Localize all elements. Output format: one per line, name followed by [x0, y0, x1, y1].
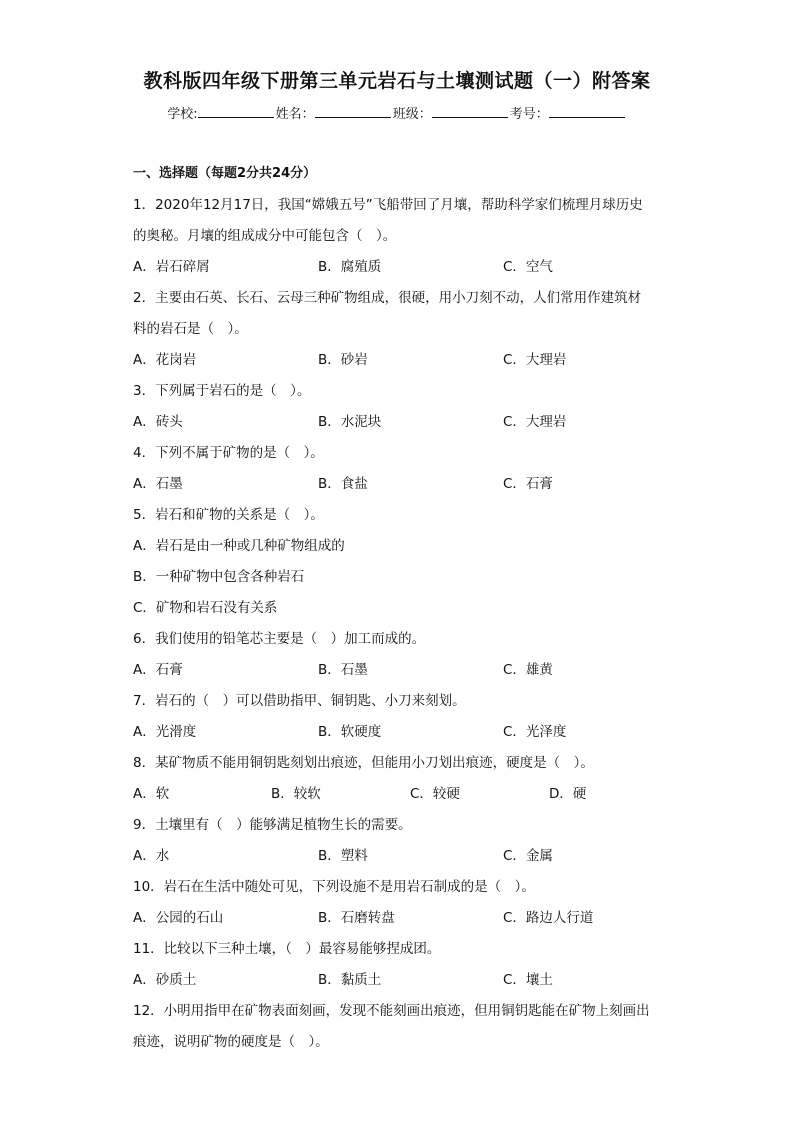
options-row [133, 655, 673, 686]
answer-option[interactable]: B．食盐 [318, 476, 368, 492]
question-item [133, 500, 673, 624]
options-row [133, 965, 673, 996]
question-item [133, 810, 673, 872]
answer-option[interactable]: B．砂岩 [318, 352, 368, 368]
answer-option[interactable]: B．水泥块 [318, 414, 382, 430]
answer-option[interactable]: B．黏质土 [318, 972, 382, 988]
options-row [133, 407, 673, 438]
options-row [133, 469, 673, 500]
question-text: 4．下列不属于矿物的是（ ）。 [133, 445, 324, 461]
answer-option[interactable]: A．砂质土 [133, 972, 197, 988]
number-label: 考号： [509, 107, 549, 122]
options-row [133, 717, 673, 748]
answer-option[interactable]: B．腐殖质 [318, 259, 382, 275]
question-text: 7．岩石的（ ）可以借助指甲、铜钥匙、小刀来刻划。 [133, 693, 466, 709]
question-text: 2．主要由石英、长石、云母三种矿物组成，很硬，用小刀刻不动，人们常用作建筑材 [133, 290, 642, 306]
question-text: 12．小明用指甲在矿物表面刻画，发现不能刻画出痕迹，但用铜钥匙能在矿物上刻画出 [133, 1003, 650, 1019]
answer-option[interactable]: C．较硬 [410, 786, 460, 802]
school-label: 学校: [167, 107, 198, 122]
answer-option[interactable]: C．金属 [503, 848, 553, 864]
question-text: 11．比较以下三种土壤，（ ）最容易能够捏成团。 [133, 941, 441, 957]
question-text: 10．岩石在生活中随处可见，下列设施不是用岩石制成的是（ ）。 [133, 879, 535, 895]
question-item [133, 934, 673, 996]
answer-option[interactable]: B．塑料 [318, 848, 368, 864]
question-item [133, 190, 673, 283]
question-item [133, 624, 673, 686]
answer-option[interactable]: C．雄黄 [503, 662, 553, 678]
options-row [133, 903, 673, 934]
answer-option[interactable]: C．石膏 [503, 476, 553, 492]
answer-option[interactable]: A．软 [133, 786, 170, 802]
options-row [133, 252, 673, 283]
answer-option[interactable]: A．石膏 [133, 662, 183, 678]
answer-option[interactable]: A．岩石碎屑 [133, 259, 210, 275]
answer-option[interactable]: B．一种矿物中包含各种岩石 [133, 569, 305, 585]
question-text: 的奥秘。月壤的组成成分中可能包含（ ）。 [133, 228, 397, 244]
question-item [133, 996, 673, 1058]
question-text: 痕迹，说明矿物的硬度是（ ）。 [133, 1034, 329, 1050]
answer-option[interactable]: A．光滑度 [133, 724, 197, 740]
name-blank[interactable] [315, 105, 391, 118]
answer-option[interactable]: A．水 [133, 848, 170, 864]
answer-option[interactable]: A．岩石是由一种或几种矿物组成的 [133, 538, 345, 554]
question-content [133, 166, 673, 1058]
question-text: 8．某矿物质不能用铜钥匙刻划出痕迹，但能用小刀划出痕迹，硬度是（ ）。 [133, 755, 594, 771]
question-item [133, 438, 673, 500]
answer-option[interactable]: C．壤土 [503, 972, 553, 988]
answer-option[interactable]: B．石磨转盘 [318, 910, 395, 926]
answer-option[interactable]: A．石墨 [133, 476, 183, 492]
answer-option[interactable]: A．花岗岩 [133, 352, 197, 368]
options-row [133, 779, 673, 810]
class-blank[interactable] [432, 105, 508, 118]
answer-option[interactable]: C．空气 [503, 259, 553, 275]
question-item [133, 283, 673, 376]
question-item [133, 872, 673, 934]
options-row [133, 345, 673, 376]
question-list [133, 190, 673, 1058]
section-title: 一、选择题（每题2分共24分） [133, 166, 317, 181]
question-text: 9．土壤里有（ ）能够满足植物生长的需要。 [133, 817, 412, 833]
class-label: 班级： [392, 107, 432, 122]
question-item [133, 376, 673, 438]
answer-option[interactable]: C．光泽度 [503, 724, 567, 740]
answer-option[interactable]: D．硬 [549, 786, 587, 802]
question-text: 1．2020年12月17日，我国“嫦娥五号”飞船带回了月壤，帮助科学家们梳理月球历史 [133, 197, 643, 213]
question-text: 料的岩石是（ ）。 [133, 321, 248, 337]
answer-option[interactable]: B．软硬度 [318, 724, 382, 740]
options-row [133, 841, 673, 872]
name-label: 姓名： [275, 107, 315, 122]
answer-option[interactable]: B．石墨 [318, 662, 368, 678]
question-item [133, 686, 673, 748]
question-text: 5．岩石和矿物的关系是（ ）。 [133, 507, 324, 523]
answer-option[interactable]: C．大理岩 [503, 352, 567, 368]
answer-option[interactable]: C．大理岩 [503, 414, 567, 430]
answer-option[interactable]: B．较软 [271, 786, 321, 802]
school-blank[interactable] [198, 105, 274, 118]
student-info-line [0, 103, 794, 122]
answer-option[interactable]: A．砖头 [133, 414, 183, 430]
answer-option[interactable]: C．矿物和岩石没有关系 [133, 600, 278, 616]
answer-option[interactable]: C．路边人行道 [503, 910, 594, 926]
question-text: 6．我们使用的铅笔芯主要是（ ）加工而成的。 [133, 631, 426, 647]
number-blank[interactable] [549, 105, 625, 118]
question-text: 3．下列属于岩石的是（ ）。 [133, 383, 311, 399]
answer-option[interactable]: A．公园的石山 [133, 910, 224, 926]
question-item [133, 748, 673, 810]
page-title: 教科版四年级下册第三单元岩石与土壤测试题（一）附答案 [143, 70, 651, 92]
